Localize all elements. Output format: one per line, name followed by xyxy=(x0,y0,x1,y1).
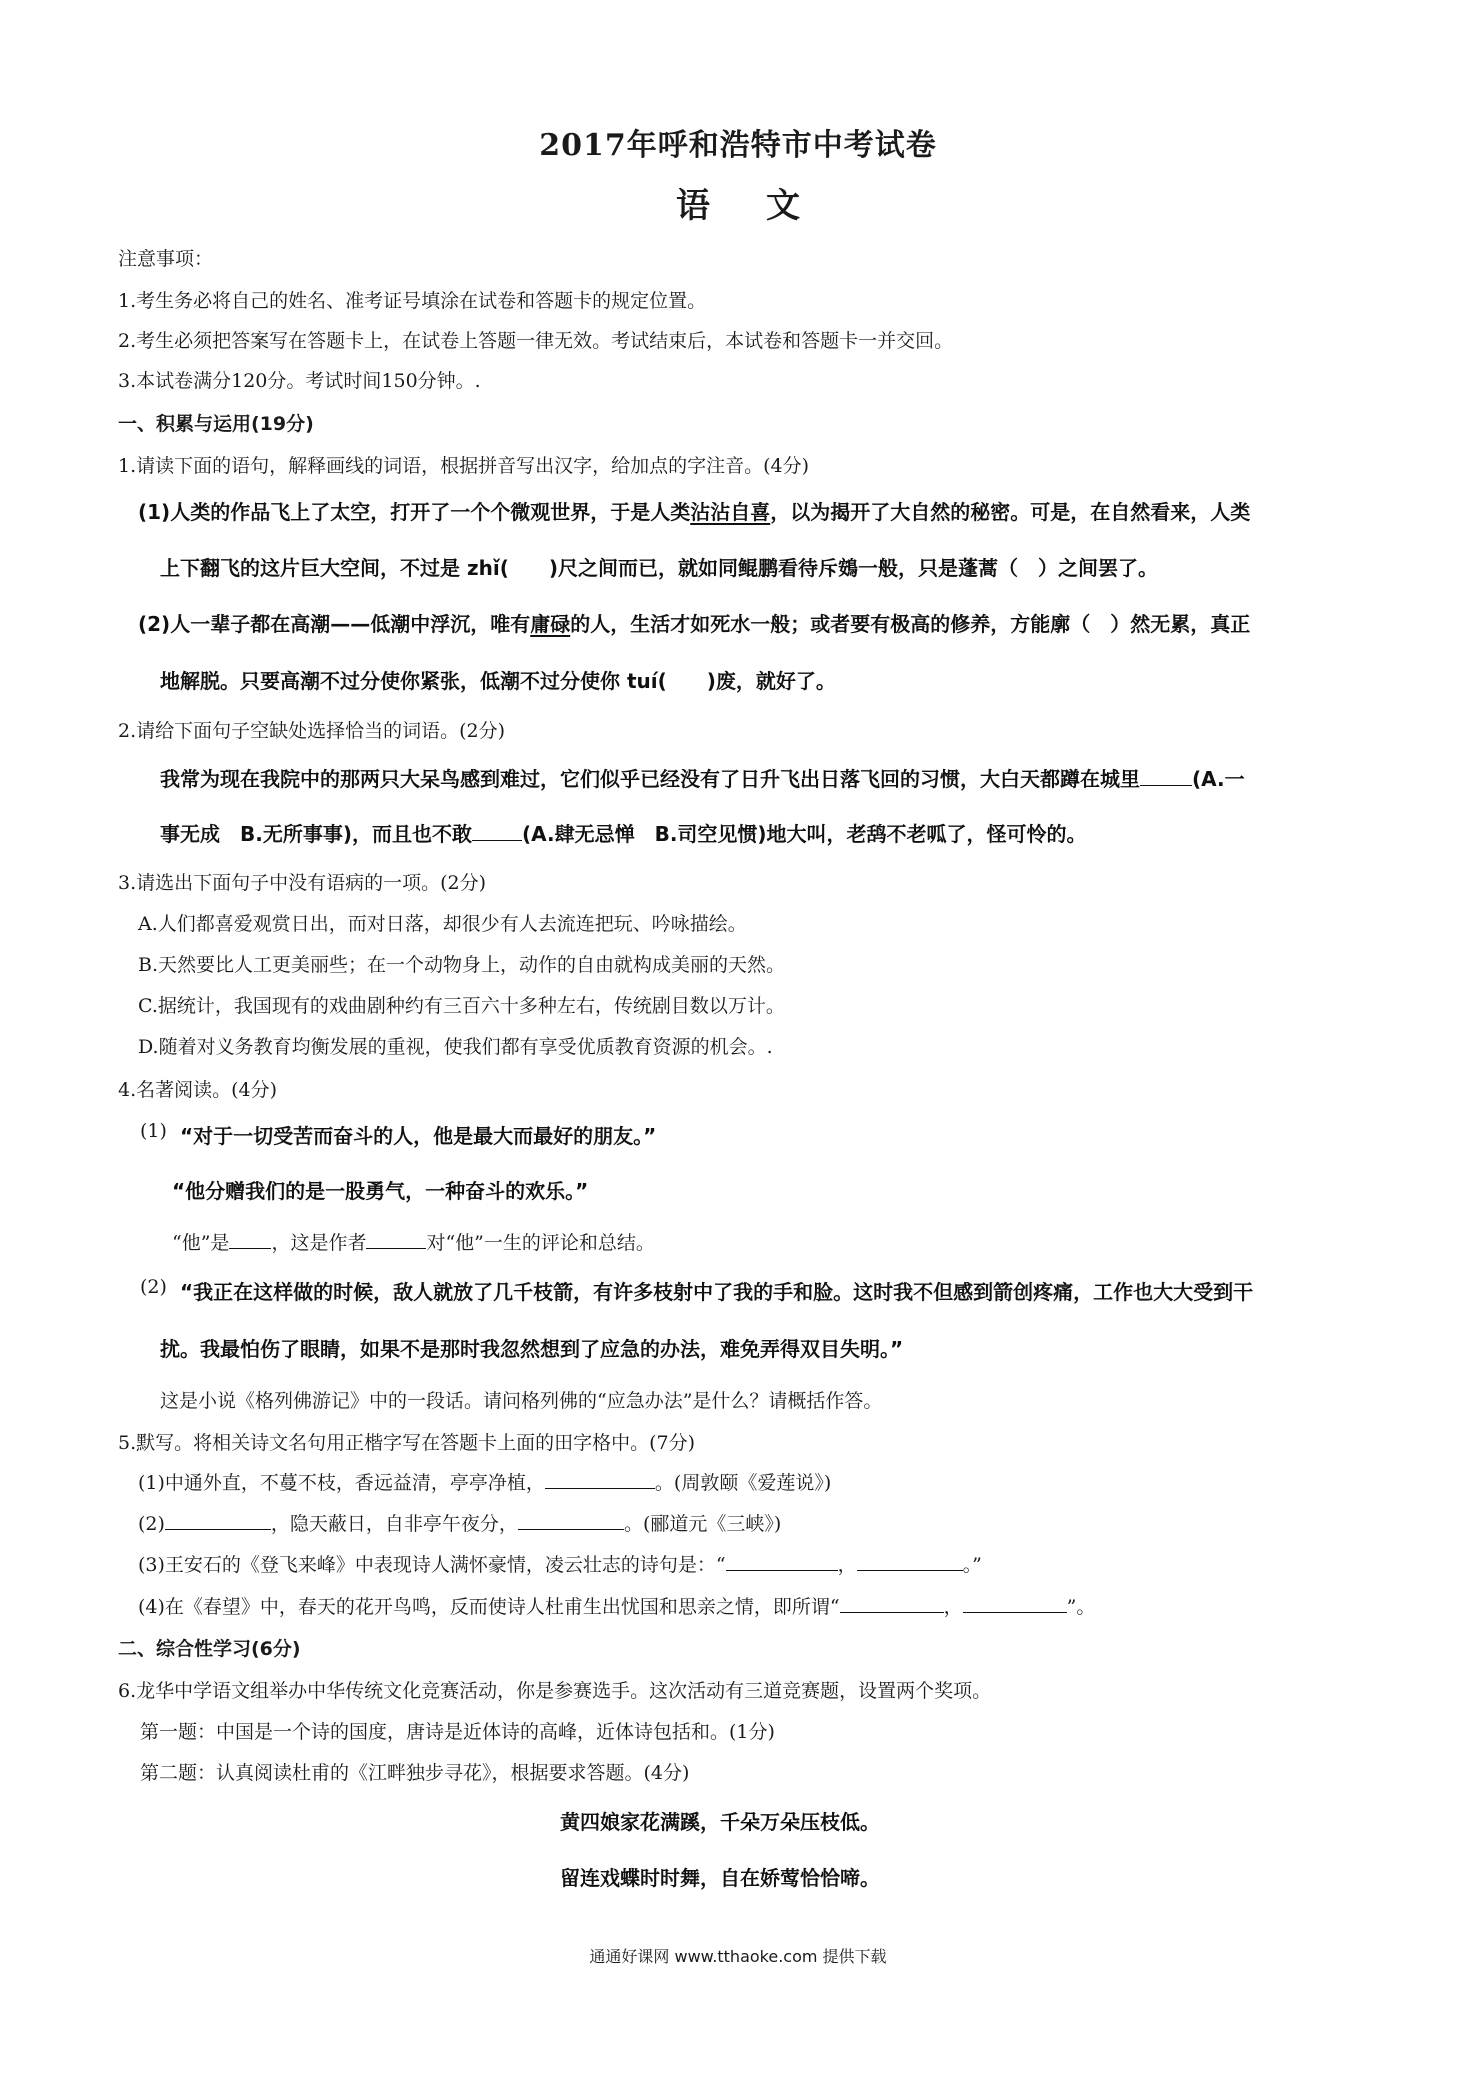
q1-p1-line1: (1)人类的作品飞上了太空，打开了一个个微观世界，于是人类沾沾自喜，以为揭开了大自然的秘密。可是，在自然看来，人类 xyxy=(138,500,1251,524)
answer-blank xyxy=(726,1552,838,1571)
q6-task-2: 第二题：认真阅读杜甫的《江畔独步寻花》，根据要求答题。(4分) xyxy=(140,1762,690,1784)
q5-line1: (1)中通外直，不蔓不枝，香远益清，亭亭净植， 。(周敦颐《爱莲说》) xyxy=(138,1472,832,1494)
notice-item-3: 3.本试卷满分120分。考试时间150分钟。. xyxy=(118,370,481,392)
poem-line-1: 黄四娘家花满蹊，千朵万朵压枝低。 xyxy=(560,1810,880,1834)
page-footer: 通通好课网 www.tthaoke.com 提供下载 xyxy=(589,1947,887,1966)
poem-line-2: 留连戏蝶时时舞，自在娇莺恰恰啼。 xyxy=(560,1866,880,1890)
q4-p1-line2: “他分赠我们的是一股勇气，一种奋斗的欢乐。” xyxy=(172,1179,589,1203)
section-1-heading: 一、积累与运用(19分) xyxy=(118,413,314,435)
q2-line1: 我常为现在我院中的那两只大呆鸟感到难过，它们似乎已经没有了日升飞出日落飞回的习惯，大白天都蹲在城里 (A.一 xyxy=(160,767,1245,791)
q4-p2-number: (2) xyxy=(140,1276,167,1298)
q2-stem: 2.请给下面句子空缺处选择恰当的词语。(2分) xyxy=(118,720,506,742)
answer-blank xyxy=(857,1552,963,1571)
q4-p1-line1: “对于一切受苦而奋斗的人，他是最大而最好的朋友。” xyxy=(180,1124,657,1148)
q5-line4: (4)在《春望》中，春天的花开鸟鸣，反而使诗人杜甫生出忧国和思亲之情，即所谓“ ， ”。 xyxy=(138,1596,1096,1618)
exam-title: 2017年呼和浩特市中考试卷 xyxy=(539,128,937,163)
q1-p2-line2: 地解脱。只要高潮不过分使你紧张，低潮不过分使你 tuí( )废，就好了。 xyxy=(160,669,836,693)
q2-line2: 事无成 B.无所事事)，而且也不敢 (A.肆无忌惮 B.司空见惯)地大叫，老鸹不老呱了，怪可怜的。 xyxy=(160,822,1087,846)
q4-p2-line1: “我正在这样做的时候，敌人就放了几千枝箭，有许多枝射中了我的手和脸。这时我不但感到箭创疼痛，工作也大大受到干 xyxy=(180,1280,1254,1304)
q5-stem: 5.默写。将相关诗文名句用正楷字写在答题卡上面的田字格中。(7分) xyxy=(118,1432,696,1454)
q1-p2-line1: (2)人一辈子都在高潮——低潮中浮沉，唯有庸碌的人，生活才如死水一般；或者要有极高的修养，方能廓（ ）然无累，真正 xyxy=(138,612,1251,636)
answer-blank xyxy=(229,1230,271,1249)
q4-p2-line2: 扰。我最怕伤了眼睛，如果不是那时我忽然想到了应急的办法，难免弄得双目失明。” xyxy=(160,1337,904,1361)
q3-option-d: D.随着对义务教育均衡发展的重视，使我们都有享受优质教育资源的机会。. xyxy=(138,1036,773,1058)
q1-p1-line2: 上下翻飞的这片巨大空间，不过是 zhǐ( )尺之间而已，就如同鲲鹏看待斥鴳一般，只是蓬蒿（ ）之间罢了。 xyxy=(160,556,1158,580)
q5-line2: (2) ，隐天蔽日，自非亭午夜分， 。(郦道元《三峡》) xyxy=(138,1513,782,1535)
q4-stem: 4.名著阅读。(4分) xyxy=(118,1079,278,1101)
section-2-heading: 二、综合性学习(6分) xyxy=(118,1638,301,1660)
q6-task-1: 第一题：中国是一个诗的国度，唐诗是近体诗的高峰，近体诗包括和。(1分) xyxy=(140,1721,775,1743)
q3-option-a: A.人们都喜爱观赏日出，而对日落，却很少有人去流连把玩、吟咏描绘。 xyxy=(138,913,747,935)
q4-p1-number: (1) xyxy=(140,1120,167,1142)
q6-stem: 6.龙华中学语文组举办中华传统文化竞赛活动，你是参赛选手。这次活动有三道竞赛题，设置两个奖项。 xyxy=(118,1680,992,1702)
q1-stem: 1.请读下面的语句，解释画线的词语，根据拼音写出汉字，给加点的字注音。(4分) xyxy=(118,455,810,477)
answer-blank xyxy=(840,1594,944,1613)
answer-blank xyxy=(366,1230,426,1249)
answer-blank xyxy=(518,1511,624,1530)
q3-option-b: B.天然要比人工更美丽些；在一个动物身上，动作的自由就构成美丽的天然。 xyxy=(138,954,786,976)
q5-line3: (3)王安石的《登飞来峰》中表现诗人满怀豪情，凌云壮志的诗句是：“ ， 。” xyxy=(138,1554,982,1576)
answer-blank xyxy=(472,822,522,841)
answer-blank xyxy=(545,1470,655,1489)
notice-heading: 注意事项： xyxy=(118,248,214,270)
answer-blank xyxy=(963,1594,1067,1613)
answer-blank xyxy=(165,1511,271,1530)
q3-option-c: C.据统计，我国现有的戏曲剧种约有三百六十多种左右，传统剧目数以万计。 xyxy=(138,995,785,1017)
underlined-word: 庸碌 xyxy=(530,612,571,636)
exam-subject: 语文 xyxy=(676,186,856,226)
q3-stem: 3.请选出下面句子中没有语病的一项。(2分) xyxy=(118,872,487,894)
underlined-word: 沾沾自喜 xyxy=(690,500,771,524)
q4-p1-line3: “他”是 ，这是作者 对“他”一生的评论和总结。 xyxy=(172,1232,655,1254)
q4-p2-line3: 这是小说《格列佛游记》中的一段话。请问格列佛的“应急办法”是什么？请概括作答。 xyxy=(160,1390,883,1412)
notice-item-1: 1.考生务必将自己的姓名、准考证号填涂在试卷和答题卡的规定位置。 xyxy=(118,290,707,312)
notice-item-2: 2.考生必须把答案写在答题卡上，在试卷上答题一律无效。考试结束后，本试卷和答题卡一并交回。 xyxy=(118,330,954,352)
answer-blank xyxy=(1140,767,1192,786)
